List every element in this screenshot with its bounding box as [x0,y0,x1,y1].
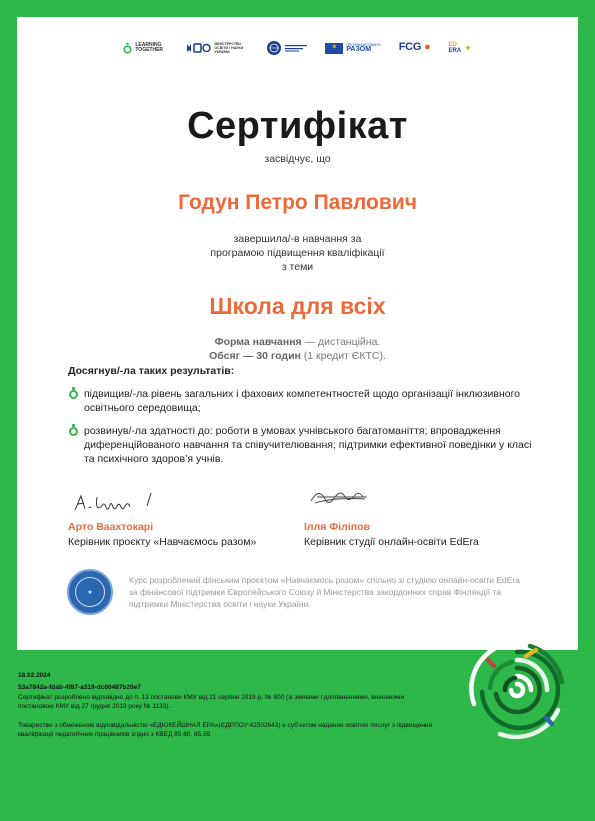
course-credits: Курс розроблений фінським проєктом «Навчаємось разом» спільно зі студією онлайн-освіти EdEra за фінансової підтримки Європейського Союзу й Міністерства закордонних справ Фінляндії та підтримки Міністерства освіти і науки України. [129,575,520,609]
finland-emblem-icon [266,40,282,56]
official-seal-icon [67,569,113,615]
completion-line-3: з теми [281,261,314,273]
company-info: Товариство з обмеженою відповідальністю «ЕДЮКЕЙШНАЛ ЕРА»(ЄДРПОУ:42502643) є суб’єктом надання освітніх послуг з підвищення кваліфікації педагогічних працівників згідно з КВЕД 85.60, 85.59 [18,722,433,738]
ministry-emblem-icon [185,42,211,54]
result-item [68,387,538,415]
certificate-page [17,17,578,650]
volume-line [17,349,578,363]
issue-date: 18.02.2024 [18,672,51,679]
learning-together-text: LEARNING TOGETHER [135,41,164,53]
signer-2-role: Керівник студії онлайн-освіти EdEra [304,536,479,548]
certifies-text: засвідчує, що [264,153,331,165]
volume-label: Обсяг — 30 годин [209,350,301,362]
results-title: Досягнув/-ла таких результатів: [68,365,235,377]
signature-1-image [73,490,173,512]
signer-2-name: Ілля Філіпов [304,521,370,533]
finland-ministry-lines-icon [285,44,307,52]
course-format [17,335,578,363]
course-title: Школа для всіх [209,293,386,319]
signer-1-role: Керівник проєкту «Навчаємось разом» [68,536,257,548]
volume-value: (1 кредит ЄКТС). [300,350,386,362]
completion-line-2: програмою підвищення кваліфікації [210,247,385,259]
eu-label-text: РАЗОМ [346,46,372,53]
format-value: — дистанційна. [301,336,381,348]
format-label: Форма навчання [214,336,302,348]
fcg-logo [398,41,431,54]
fingerprint-emblem-icon [460,632,575,747]
legal-basis: Сертифікат розроблено відповідно до п. 13 постанови КМУ від 21 серпня 2019 р. № 800 (зі змінами і доповненнями, внесеними постановою КМУ від 27 грудня 2019 року № 1133). [18,694,405,710]
edera-logo [448,42,471,54]
bullet-icon [68,387,79,401]
bullet-icon [68,424,79,438]
learning-together-logo [123,42,167,54]
edera-star-icon: ✦ [464,43,472,53]
eu-logo [325,43,380,54]
edera-top-text: ED [448,42,457,48]
result-text: розвинув/-ла здатності до: роботи в умовах учнівського багатоманіття; впровадження диференційованого навчання та співучителювання; підтримки ефективної поведінки у класі та психічного здоров’я учнів. [84,425,532,465]
fcg-dot-icon: ● [424,41,431,54]
signer-1-name: Арто Ваахтокарі [68,521,154,533]
fcg-text: FCG [398,41,422,54]
result-text: підвищив/-ла рівень загальних і фахових компетентностей щодо організації інклюзивного освітнього середовища; [84,388,521,414]
learning-together-icon [123,42,132,54]
ministry-logo [185,42,248,54]
finland-ministry-logo [266,40,307,56]
completion-line-1: завершила/-в навчання за [233,233,362,245]
certificate-title: Сертифікат [187,105,408,147]
certificate-id: 53a7842a-fdab-4f87-a319-dc60487b20e7 [18,684,141,691]
signature-2-image [307,487,377,509]
seal-inner: ★ [75,577,105,607]
eu-prefix-text: ПРОФІНАНСОВАНО [346,43,381,47]
ministry-text: МІНІСТЕРСТВО ОСВІТИ І НАУКИ УКРАЇНИ [214,42,244,54]
recipient-name: Годун Петро Павлович [178,191,417,214]
completion-text [17,232,578,274]
edera-bottom-text: ERA [448,48,462,54]
format-line [17,335,578,349]
partner-logos [17,37,578,59]
result-item [68,424,538,466]
eu-flag-icon: ✶ [325,43,343,54]
